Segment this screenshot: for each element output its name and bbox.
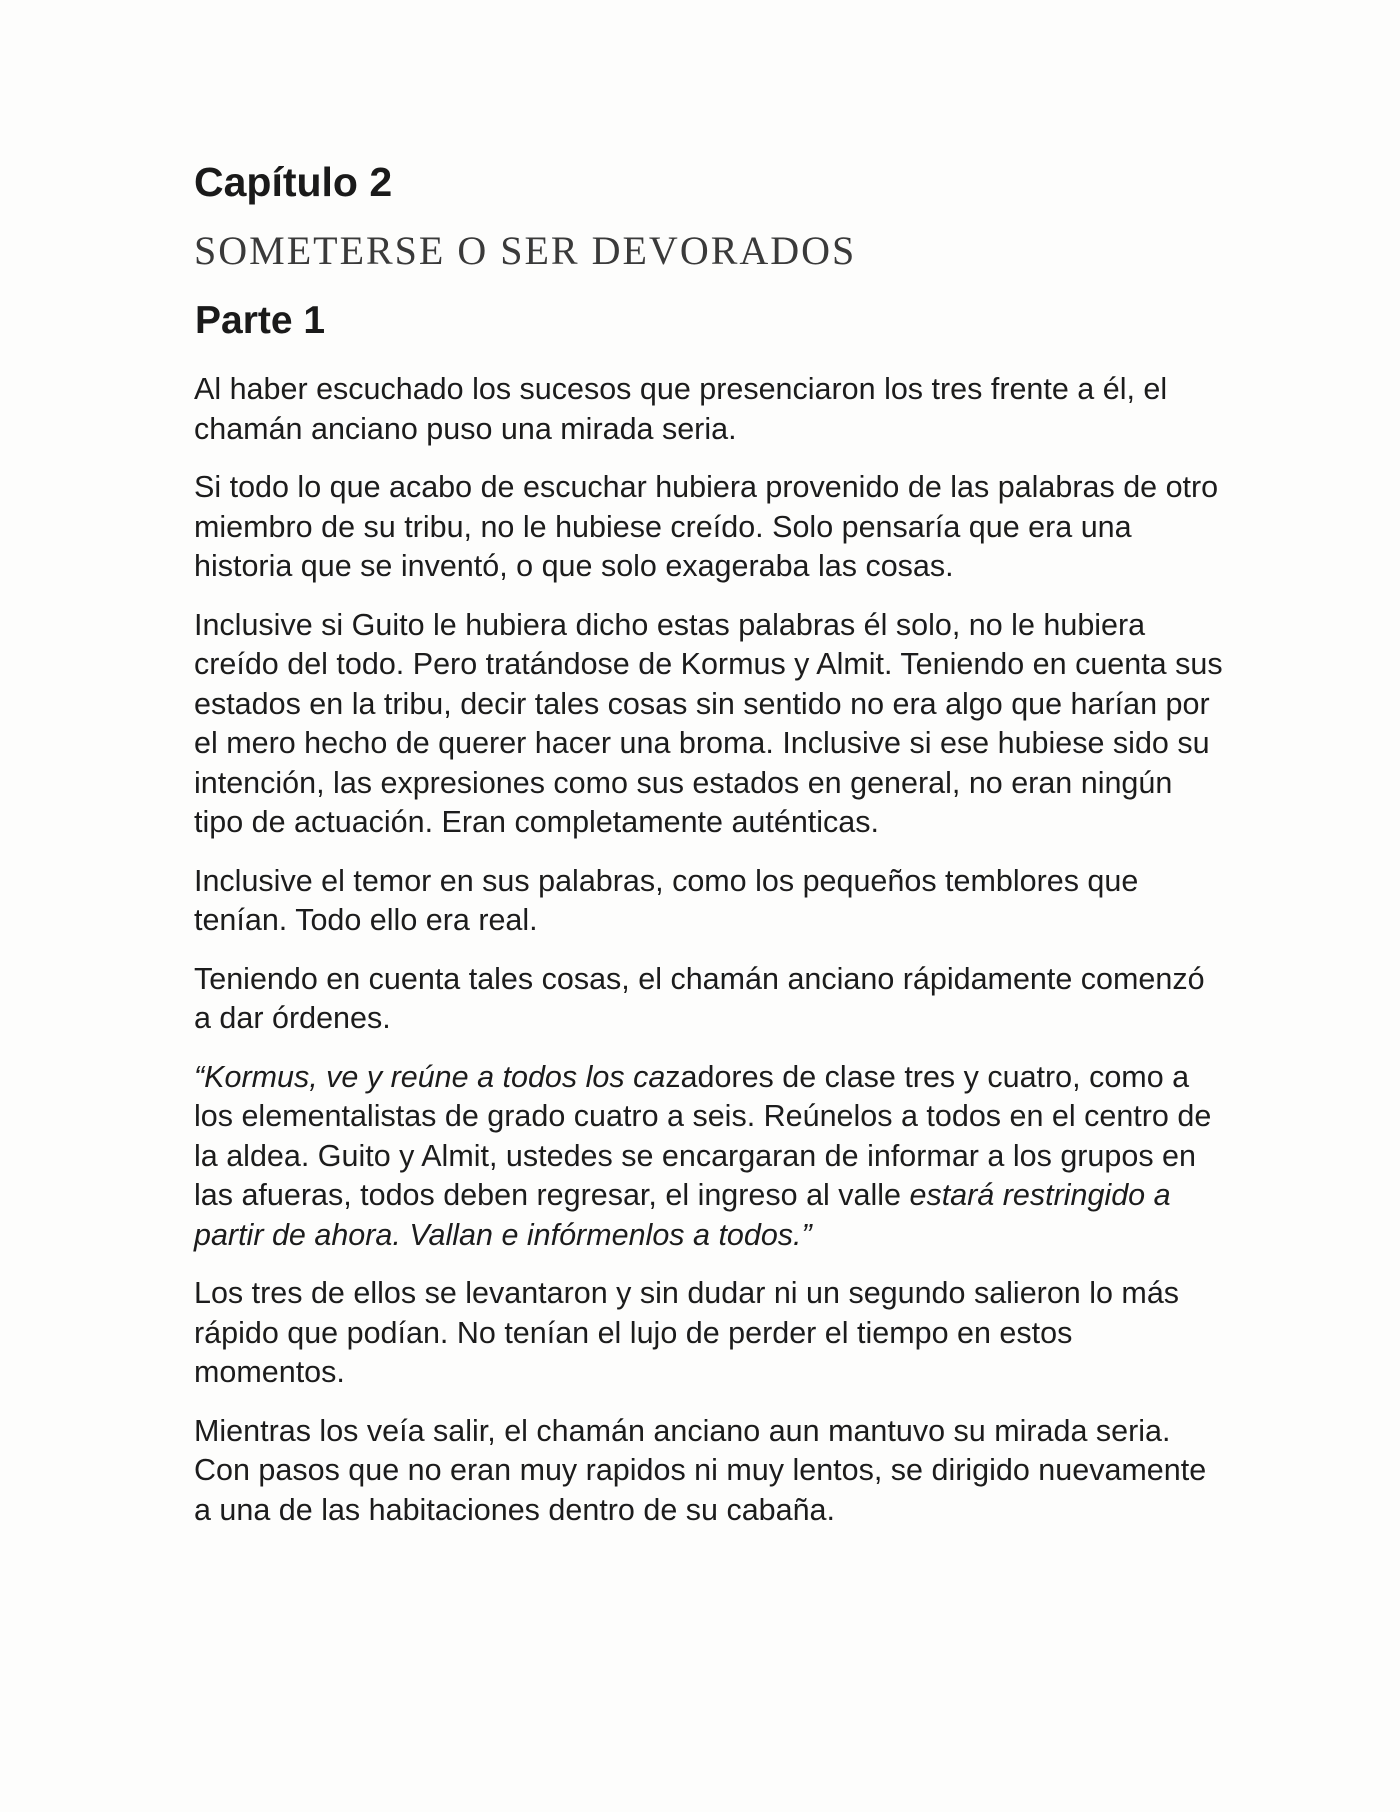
dialogue-regular: zadores de clase tres y cuatro, como a los elementalistas de grado cuatro a seis. Reúnelos a todos en el centro de la aldea. Guito y Almit, ustedes se encargaran de informar a los grupos en las afueras, todos deben regresar, el ingreso al valle <box>194 1059 1212 1212</box>
part-title: Parte 1 <box>195 299 326 342</box>
paragraph-8: Mientras los veía salir, el chamán anciano aun mantuvo su mirada seria. Con pasos que no eran muy rapidos ni muy lentos, se dirigido nuevamente a una de las habitaciones dentro de su cabaña. <box>194 1413 1207 1527</box>
chapter-title: Capítulo 2 <box>194 159 393 205</box>
paragraph-2: Si todo lo que acabo de escuchar hubiera provenido de las palabras de otro miembro de su tribu, no le hubiese creído. Solo pensaría que era una historia que se inventó, o que solo exageraba las cosas. <box>194 470 1219 583</box>
paragraph-1: Al haber escuchado los sucesos que presenciaron los tres frente a él, el chamán anciano puso una mirada seria. <box>194 372 1168 446</box>
paragraph-4: Inclusive el temor en sus palabras, como los pequeños temblores que tenían. Todo ello era real. <box>194 863 1139 937</box>
page-content <box>194 158 1224 1530</box>
paragraph-3: Inclusive si Guito le hubiera dicho estas palabras él solo, no le hubiera creído del todo. Pero tratándose de Kormus y Almit. Teniendo en cuenta sus estados en la tribu, decir tales cosas sin sentido no era algo que harían por el mero hecho de querer hacer una broma. Inclusive si ese hubiese sido su intención, las expresiones como sus estados en general, no eran ningún tipo de actuación. Eran completamente auténticas. <box>194 607 1223 839</box>
dialogue-italic-end: estará restringido a partir de ahora. Vallan e infórmenlos a todos.” <box>194 1178 1171 1252</box>
dialogue-italic-start: “Kormus, ve y reúne a todos los ca <box>194 1059 666 1094</box>
paragraph-5: Teniendo en cuenta tales cosas, el chamán anciano rápidamente comenzó a dar órdenes. <box>194 961 1205 1035</box>
paragraph-7: Los tres de ellos se levantaron y sin dudar ni un segundo salieron lo más rápido que podían. No tenían el lujo de perder el tiempo en estos momentos. <box>194 1276 1180 1389</box>
paragraph-6-dialogue <box>194 1058 1224 1256</box>
chapter-subtitle: SOMETERSE O SER DEVORADOS <box>194 228 857 273</box>
